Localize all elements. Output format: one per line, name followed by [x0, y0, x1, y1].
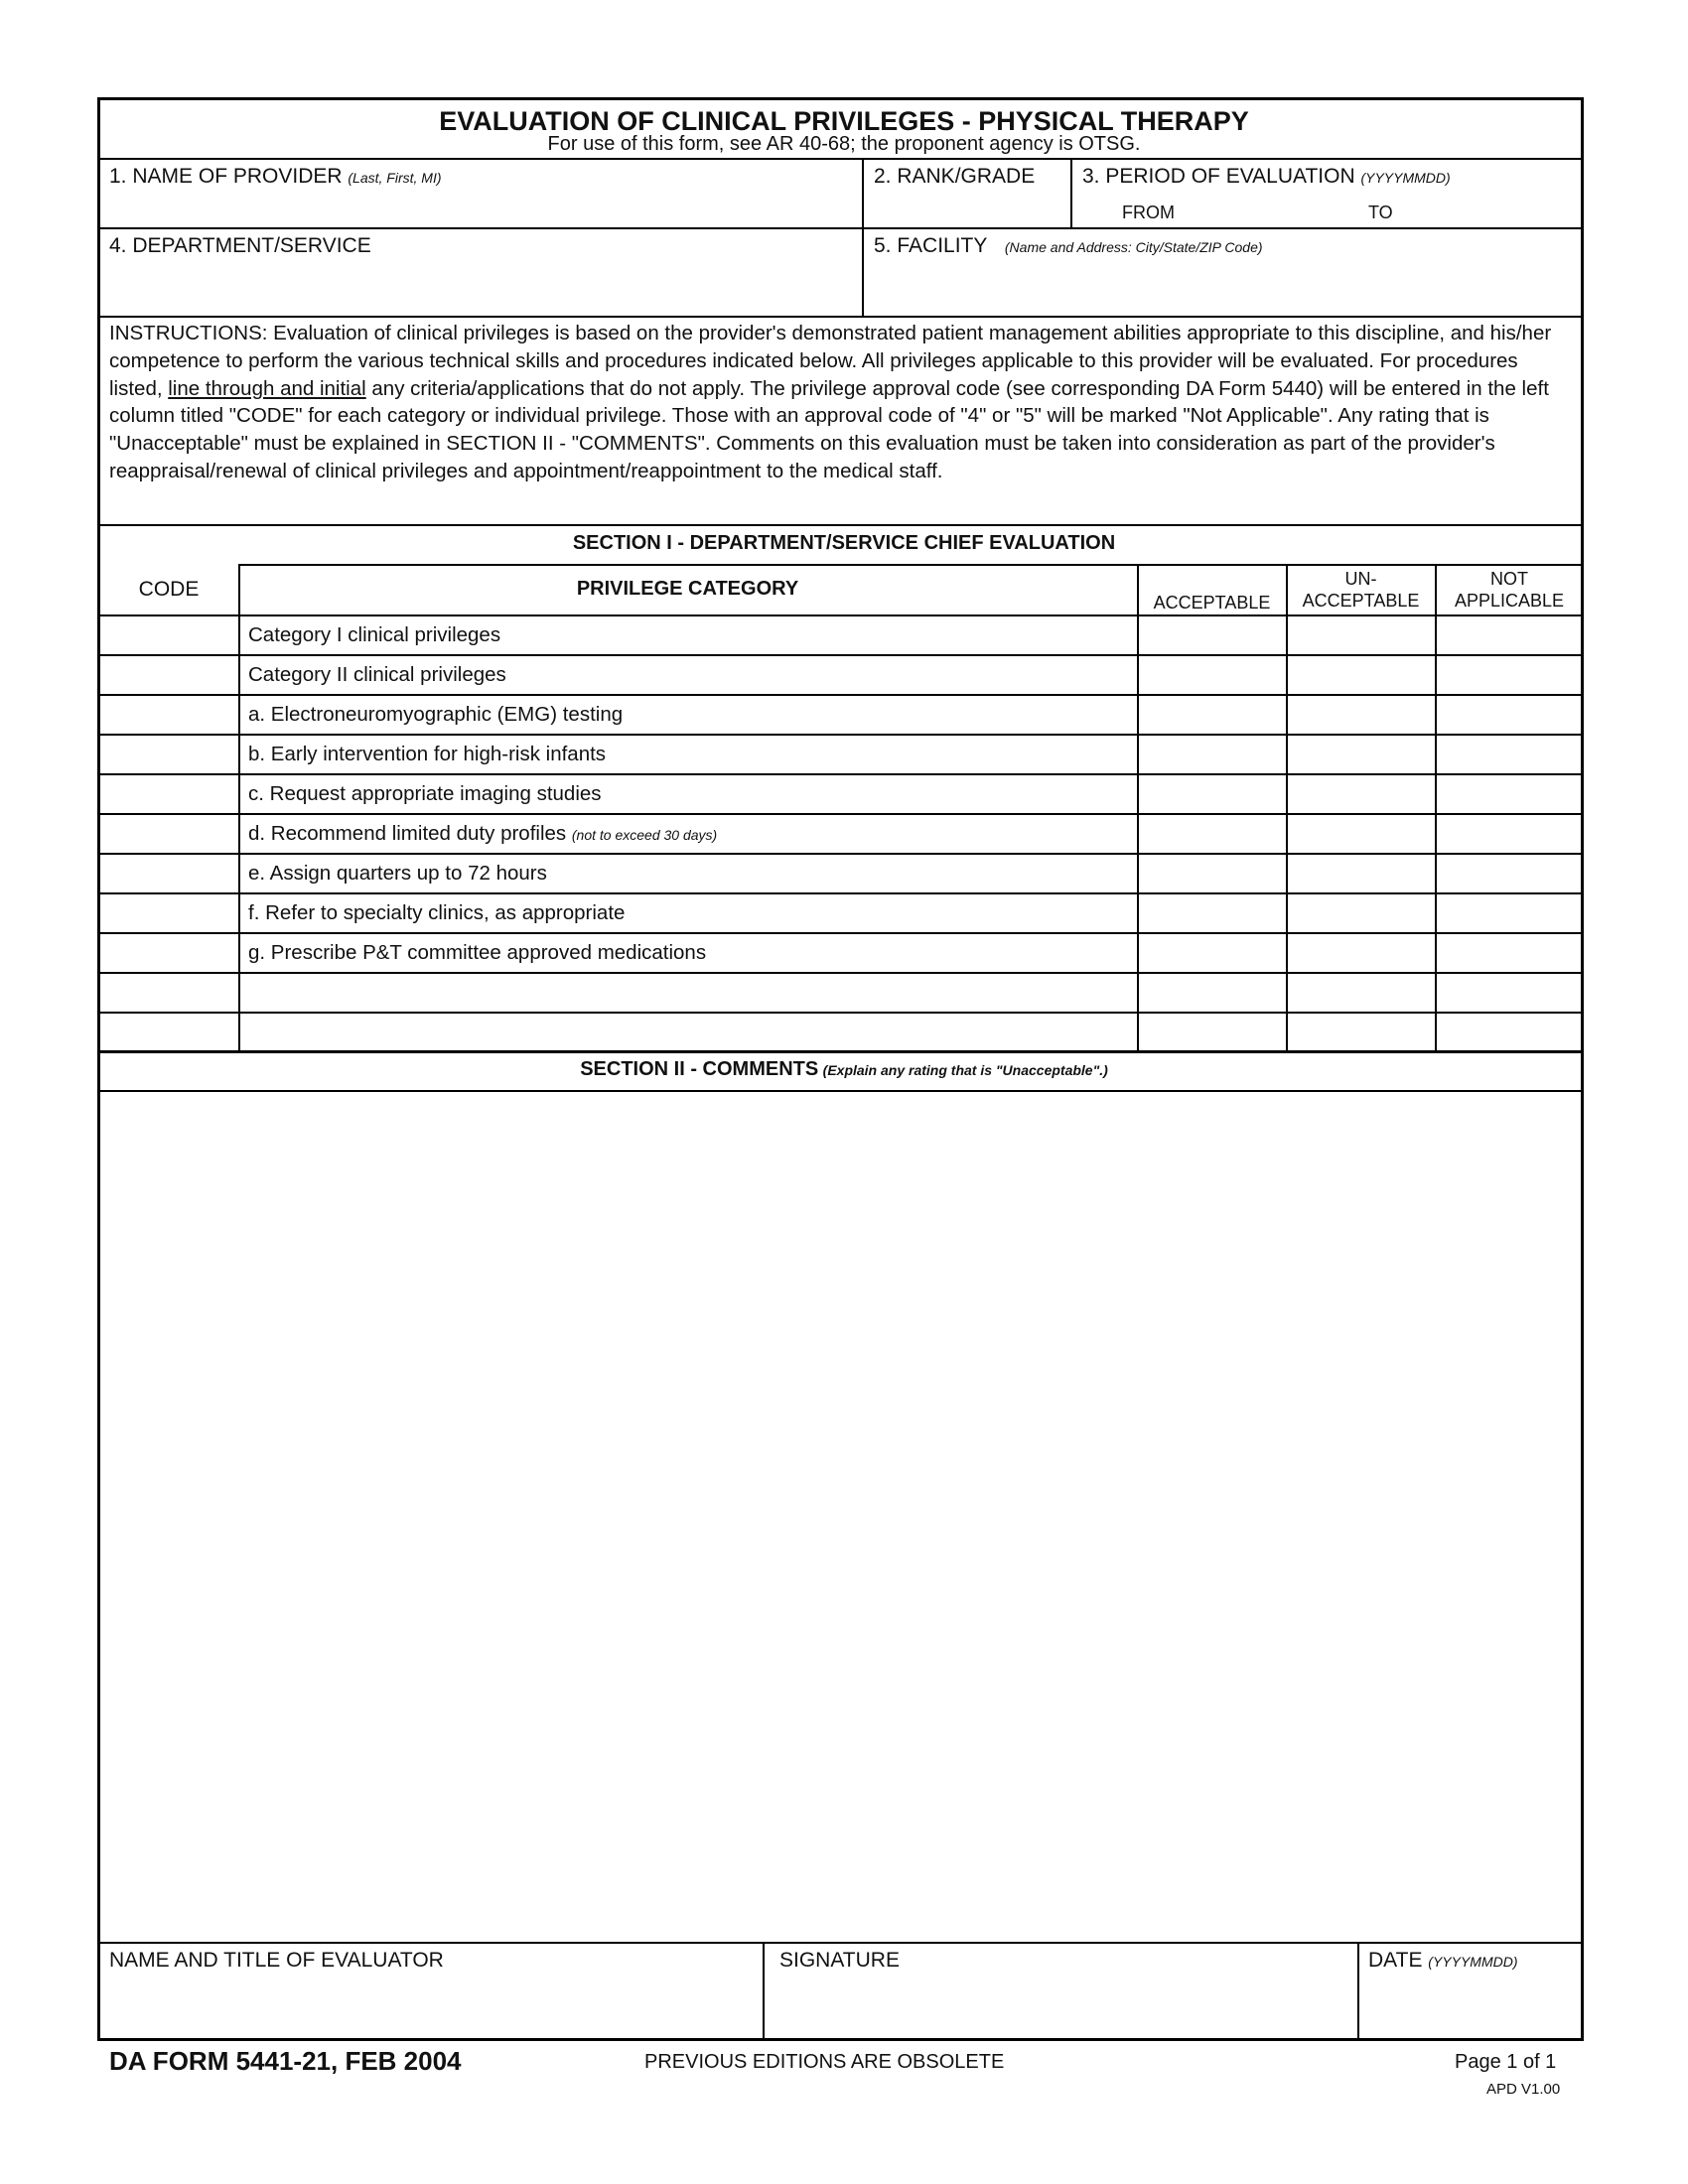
rank-grade-label: 2. RANK/GRADE	[874, 165, 1036, 188]
form-subtitle: For use of this form, see AR 40-68; the proponent agency is OTSG.	[547, 133, 1141, 155]
comments-textarea[interactable]	[101, 1094, 1581, 1938]
privilege-label: c. Request appropriate imaging studies	[248, 782, 602, 805]
acceptable-cell[interactable]	[1140, 935, 1284, 970]
instructions-underlined: line through and initial	[168, 376, 366, 400]
acceptable-cell[interactable]	[1140, 895, 1284, 930]
divider	[99, 316, 1583, 318]
section-1-title: SECTION I - DEPARTMENT/SERVICE CHIEF EVALUATION	[572, 532, 1116, 554]
acceptable-cell[interactable]	[1140, 1015, 1284, 1049]
divider	[99, 1050, 1583, 1052]
divider	[99, 227, 1583, 229]
facility-label: 5. FACILITY (Name and Address: City/State/ZIP Code)	[874, 234, 1263, 257]
not-applicable-cell[interactable]	[1438, 737, 1581, 771]
code-input[interactable]	[105, 820, 232, 848]
code-input[interactable]	[105, 621, 232, 649]
acceptable-cell[interactable]	[1140, 776, 1284, 811]
code-input[interactable]	[105, 661, 232, 689]
code-input[interactable]	[105, 939, 232, 967]
divider	[99, 1090, 1583, 1092]
obsolete-notice: PREVIOUS EDITIONS ARE OBSOLETE	[644, 2051, 1005, 2073]
evaluator-name-input[interactable]	[109, 1985, 755, 2025]
privilege-label: g. Prescribe P&T committee approved medications	[248, 941, 707, 964]
code-input[interactable]	[105, 979, 232, 1007]
period-to-input[interactable]	[1400, 199, 1574, 224]
department-service-label: 4. DEPARTMENT/SERVICE	[109, 234, 371, 257]
privilege-category-column-header: PRIVILEGE CATEGORY	[576, 578, 799, 600]
unacceptable-cell[interactable]	[1289, 856, 1433, 890]
acceptable-cell[interactable]	[1140, 975, 1284, 1010]
privilege-label: d. Recommend limited duty profiles (not to exceed 30 days)	[248, 822, 718, 845]
date-input[interactable]	[1368, 1985, 1577, 2025]
not-applicable-cell[interactable]	[1438, 1015, 1581, 1049]
not-applicable-cell[interactable]	[1438, 776, 1581, 811]
name-of-provider-input[interactable]	[109, 194, 854, 223]
period-of-evaluation-label: 3. PERIOD OF EVALUATION (YYYYMMDD)	[1082, 165, 1451, 188]
acceptable-cell[interactable]	[1140, 657, 1284, 692]
code-input[interactable]	[105, 701, 232, 729]
from-label: FROM	[1122, 203, 1175, 222]
divider	[1357, 1943, 1359, 2040]
evaluator-label: NAME AND TITLE OF EVALUATOR	[109, 1949, 444, 1972]
unacceptable-cell[interactable]	[1289, 935, 1433, 970]
divider	[99, 158, 1583, 160]
facility-input[interactable]	[872, 260, 1577, 312]
not-applicable-cell[interactable]	[1438, 816, 1581, 851]
signature-label: SIGNATURE	[779, 1949, 900, 1972]
period-from-input[interactable]	[1177, 199, 1355, 224]
rank-grade-input[interactable]	[872, 194, 1065, 223]
not-applicable-cell[interactable]	[1438, 935, 1581, 970]
privilege-label: Category II clinical privileges	[248, 663, 506, 686]
signature-input[interactable]	[779, 1985, 1350, 2025]
privilege-label: e. Assign quarters up to 72 hours	[248, 862, 547, 885]
unacceptable-cell[interactable]	[1289, 617, 1433, 652]
divider	[99, 524, 1583, 526]
acceptable-cell[interactable]	[1140, 816, 1284, 851]
unacceptable-cell[interactable]	[1289, 975, 1433, 1010]
acceptable-cell[interactable]	[1140, 737, 1284, 771]
not-applicable-cell[interactable]	[1438, 617, 1581, 652]
unacceptable-cell[interactable]	[1289, 657, 1433, 692]
acceptable-cell[interactable]	[1140, 697, 1284, 732]
privilege-input[interactable]	[248, 979, 1127, 1007]
unacceptable-cell[interactable]	[1289, 1015, 1433, 1049]
code-input[interactable]	[105, 780, 232, 808]
section-2-title: SECTION II - COMMENTS (Explain any rating that is "Unacceptable".)	[580, 1058, 1108, 1080]
unacceptable-cell[interactable]	[1289, 895, 1433, 930]
unacceptable-cell[interactable]	[1289, 697, 1433, 732]
unacceptable-cell[interactable]	[1289, 776, 1433, 811]
not-applicable-cell[interactable]	[1438, 895, 1581, 930]
not-applicable-cell[interactable]	[1438, 657, 1581, 692]
privilege-note: (not to exceed 30 days)	[571, 827, 718, 843]
to-label: TO	[1368, 203, 1393, 222]
acceptable-cell[interactable]	[1140, 617, 1284, 652]
code-input[interactable]	[105, 1019, 232, 1046]
not-applicable-cell[interactable]	[1438, 697, 1581, 732]
acceptable-cell[interactable]	[1140, 856, 1284, 890]
code-input[interactable]	[105, 899, 232, 927]
form-number: DA FORM 5441-21, FEB 2004	[109, 2046, 462, 2076]
code-input[interactable]	[105, 741, 232, 768]
privilege-label: a. Electroneuromyographic (EMG) testing	[248, 703, 624, 726]
divider	[862, 159, 864, 316]
code-input[interactable]	[105, 860, 232, 887]
divider	[99, 1942, 1583, 1944]
code-column-header: CODE	[138, 578, 200, 601]
name-of-provider-label: 1. NAME OF PROVIDER (Last, First, MI)	[109, 165, 442, 188]
privilege-label: Category I clinical privileges	[248, 623, 501, 646]
divider	[1070, 159, 1072, 227]
divider	[238, 564, 1583, 566]
unacceptable-cell[interactable]	[1289, 816, 1433, 851]
privilege-label: b. Early intervention for high-risk infants	[248, 743, 607, 765]
not-applicable-cell[interactable]	[1438, 856, 1581, 890]
acceptable-column-header: ACCEPTABLE	[1153, 593, 1271, 613]
form-title: EVALUATION OF CLINICAL PRIVILEGES - PHYSICAL THERAPY	[439, 106, 1249, 136]
not-applicable-column-header: NOT APPLICABLE	[1454, 569, 1565, 611]
divider	[763, 1943, 765, 2040]
privilege-label: f. Refer to specialty clinics, as appropriate	[248, 901, 626, 924]
department-service-input[interactable]	[109, 268, 854, 308]
unacceptable-column-header: UN- ACCEPTABLE	[1302, 569, 1420, 611]
not-applicable-cell[interactable]	[1438, 975, 1581, 1010]
date-label: DATE (YYYYMMDD)	[1368, 1949, 1518, 1972]
unacceptable-cell[interactable]	[1289, 737, 1433, 771]
version-label: APD V1.00	[1486, 2081, 1561, 2098]
page-number: Page 1 of 1	[1455, 2051, 1557, 2073]
privilege-input[interactable]	[248, 1019, 1127, 1046]
instructions-text: INSTRUCTIONS: Evaluation of clinical privileges is based on the provider's demonstrated patient management abilities appropriate to this discipline, and his/her competence to perform the various technical skills and procedures indicated below. All privileges applicable to this provider will be evaluated. For procedures listed, line through and initial any criteria/applications that do not apply. The privilege approval code (see corresponding DA Form 5440) will be entered in the left column titled "CODE" for each category or individual privilege. Those with an approval code of "4" or "5" will be marked "Not Applicable". Any rating that is "Unacceptable" must be explained in SECTION II - "COMMENTS". Comments on this evaluation must be taken into consideration as part of the provider's reappraisal/renewal of clinical privileges and appointment/reappointment to the medical staff.	[109, 322, 1552, 482]
